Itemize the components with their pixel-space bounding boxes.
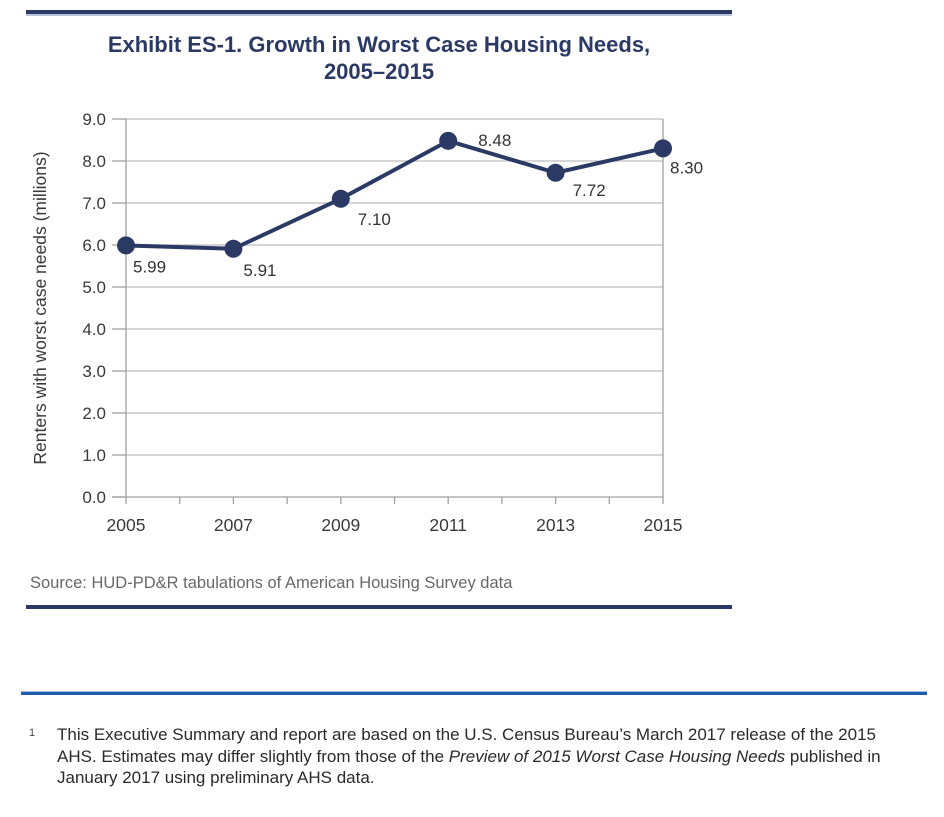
x-tick-label: 2011 [429, 515, 468, 535]
y-tick-label: 8.0 [82, 152, 106, 171]
data-label-2007: 5.91 [243, 260, 277, 280]
data-label-2013: 7.72 [572, 180, 606, 200]
y-tick-label: 5.0 [82, 278, 106, 297]
data-label-2011: 8.48 [478, 130, 512, 150]
y-tick-label: 9.0 [82, 110, 106, 129]
footnote-italic-title: Preview of 2015 Worst Case Housing Needs [448, 746, 786, 766]
y-tick-label: 4.0 [82, 320, 106, 339]
y-tick-label: 0.0 [82, 488, 106, 507]
data-point-2013 [547, 164, 565, 182]
data-label-2015: 8.30 [670, 158, 704, 178]
data-point-2007 [224, 240, 242, 258]
y-axis-title: Renters with worst case needs (millions) [30, 151, 50, 465]
exhibit-title-line2: 2005–2015 [323, 59, 435, 84]
source-note: Source: HUD-PD&R tabulations of American Housing Survey data [30, 574, 513, 592]
exhibit-title-line1: Exhibit ES-1. Growth in Worst Case Housing Needs, [107, 32, 651, 57]
x-tick-label: 2005 [106, 515, 146, 535]
data-point-2005 [117, 236, 135, 254]
x-tick-label: 2007 [213, 515, 253, 535]
footnote-text-before: This Executive Summary and report are based on the U.S. Census Bureau’s March 2017 release of the 2015 AHS. Estimates may differ slightly from those of the [57, 725, 876, 766]
y-tick-label: 7.0 [82, 194, 106, 213]
x-tick-label: 2013 [536, 515, 576, 535]
footnote [29, 724, 909, 789]
data-label-2009: 7.10 [357, 209, 391, 229]
data-point-2011 [439, 132, 457, 150]
data-label-2005: 5.99 [133, 257, 167, 277]
y-tick-label: 1.0 [82, 446, 106, 465]
x-tick-label: 2015 [643, 515, 683, 535]
bottom-rule [26, 605, 732, 609]
footnote-text [57, 724, 909, 789]
x-tick-label: 2009 [321, 515, 361, 535]
y-tick-label: 6.0 [82, 236, 106, 255]
footnote-text-after: published in January 2017 using preliminary AHS data. [57, 746, 881, 787]
data-point-2009 [332, 190, 350, 208]
y-tick-label: 2.0 [82, 404, 106, 423]
data-point-2015 [654, 139, 672, 157]
footnote-separator [21, 691, 927, 695]
y-tick-label: 3.0 [82, 362, 106, 381]
footnote-marker: 1 [29, 727, 36, 739]
